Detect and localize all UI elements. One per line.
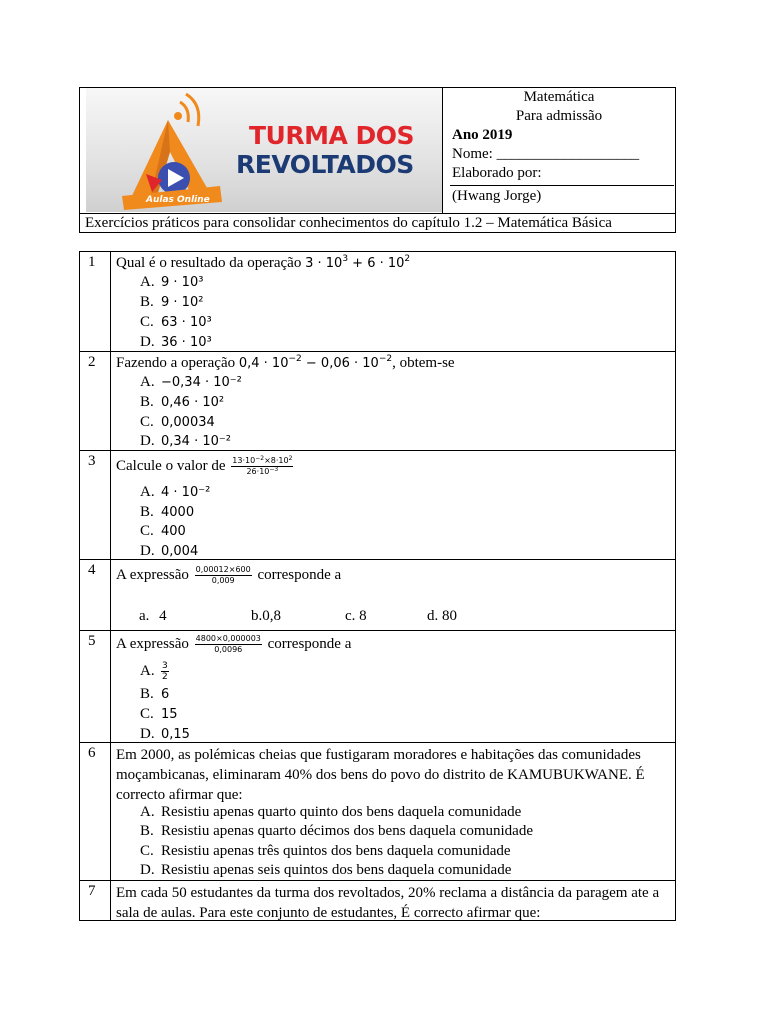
option-c: C. 63 · 10³ [140, 314, 212, 330]
question-row [80, 560, 675, 631]
option-a: A. Resistiu apenas quarto quinto dos bens daquela comunidade [140, 804, 522, 820]
option-b: B. Resistiu apenas quarto décimos dos bens daquela comunidade [140, 823, 533, 839]
question-number: 3 [88, 453, 96, 469]
option-a: a. 4 [139, 608, 167, 624]
question-row [80, 631, 675, 743]
option-d: D. 36 · 10³ [140, 334, 212, 350]
question-stem: Em 2000, as polémicas cheias que fustigaram moradores e habitações das comunidades moçambicanas, eliminaram 40% dos bens do povo do distrito de KAMUBUKWANE. É correcto afirmar que: [116, 747, 645, 803]
exercise-table [79, 251, 676, 921]
option-d: D. 0,15 [140, 726, 190, 742]
question-stem: Qual é o resultado da operação $3 \cdot 10^3 + 6 \cdot 10^2$ [116, 254, 411, 271]
inline-options [116, 608, 671, 628]
question-number: 4 [88, 562, 96, 578]
option-b: B. 0,46 · 10² [140, 394, 225, 410]
option-c: C. Resistiu apenas três quintos dos bens daquela comunidade [140, 843, 511, 859]
logo-tagline: Aulas Online [146, 195, 210, 205]
logo-title-line2: REVOLTADOS [236, 150, 414, 179]
question-row [80, 252, 675, 352]
header-table [79, 87, 676, 233]
prepared-by-label: Elaborado por: [452, 165, 542, 181]
signature-line [450, 185, 674, 186]
option-d: D. Resistiu apenas seis quintos dos bens daquela comunidade [140, 862, 512, 878]
option-a: A. 4 · 10⁻² [140, 484, 211, 500]
option-b: B. 6 [140, 686, 170, 702]
option-c: C. 0,00034 [140, 414, 215, 430]
option-b: B. 4000 [140, 504, 195, 520]
question-number: 5 [88, 633, 96, 649]
year-label: Ano 2019 [452, 127, 513, 143]
question-stem: Fazendo a operação $0,4 \cdot 10^{-2} - 0,06 \cdot 10^{-2}$, obtem-se [116, 354, 455, 371]
fraction: $\frac{0,00012\times 600}{0,009}$ [195, 565, 251, 586]
subject-label: Matemática [523, 89, 595, 105]
name-field: Nome: ___________________ [452, 146, 640, 162]
option-b: b.0,8 [251, 608, 281, 624]
question-row [80, 743, 675, 881]
option-d: d. 80 [427, 608, 457, 624]
logo-icon [106, 90, 236, 212]
question-number: 2 [88, 354, 96, 370]
question-stem: Calcule o valor de $\frac{13\cdot 10^{-2}\times 8\cdot 10^2}{26\cdot 10^{-3}}$ [116, 455, 293, 477]
option-c: C. 15 [140, 706, 178, 722]
logo-title-line1: TURMA DOS [249, 121, 415, 150]
question-row [80, 352, 675, 451]
option-a: A. $\frac{3}{2}$ [140, 661, 168, 682]
option-c: c. 8 [345, 608, 367, 624]
question-stem: A expressão $\frac{0,00012\times 600}{0,009}$ corresponde a [116, 565, 342, 586]
option-b: B. 9 · 10² [140, 294, 204, 310]
question-number: 7 [88, 883, 96, 899]
logo-cell [80, 88, 443, 213]
question-number: 6 [88, 745, 96, 761]
option-a: A. 9 · 10³ [140, 274, 204, 290]
fraction: $\frac{3}{2}$ [162, 661, 168, 682]
fraction: $\frac{4800\times 0,000003}{0,0096}$ [195, 634, 261, 655]
question-row [80, 881, 675, 921]
logo-banner [86, 88, 442, 212]
author-label: (Hwang Jorge) [452, 188, 542, 204]
question-stem: A expressão $\frac{4800\times 0,000003}{0,0096}$ corresponde a [116, 634, 352, 655]
question-row [80, 451, 675, 560]
option-d: D. 0,004 [140, 543, 199, 559]
info-cell [443, 88, 675, 213]
option-d: D. 0,34 · 10⁻² [140, 433, 231, 449]
option-c: C. 400 [140, 523, 186, 539]
purpose-label: Para admissão [515, 108, 603, 124]
option-a: A. −0,34 · 10⁻² [140, 374, 242, 390]
fraction: $\frac{13\cdot 10^{-2}\times 8\cdot 10^2}{26\cdot 10^{-3}}$ [232, 455, 293, 477]
chapter-description: Exercícios práticos para consolidar conhecimentos do capítulo 1.2 – Matemática Básica [80, 213, 675, 232]
question-stem: Em cada 50 estudantes da turma dos revoltados, 20% reclama a distância da paragem ate a sala de aulas. Para este conjunto de estudantes, É correcto afirmar que: [116, 885, 660, 921]
question-number: 1 [88, 254, 96, 270]
